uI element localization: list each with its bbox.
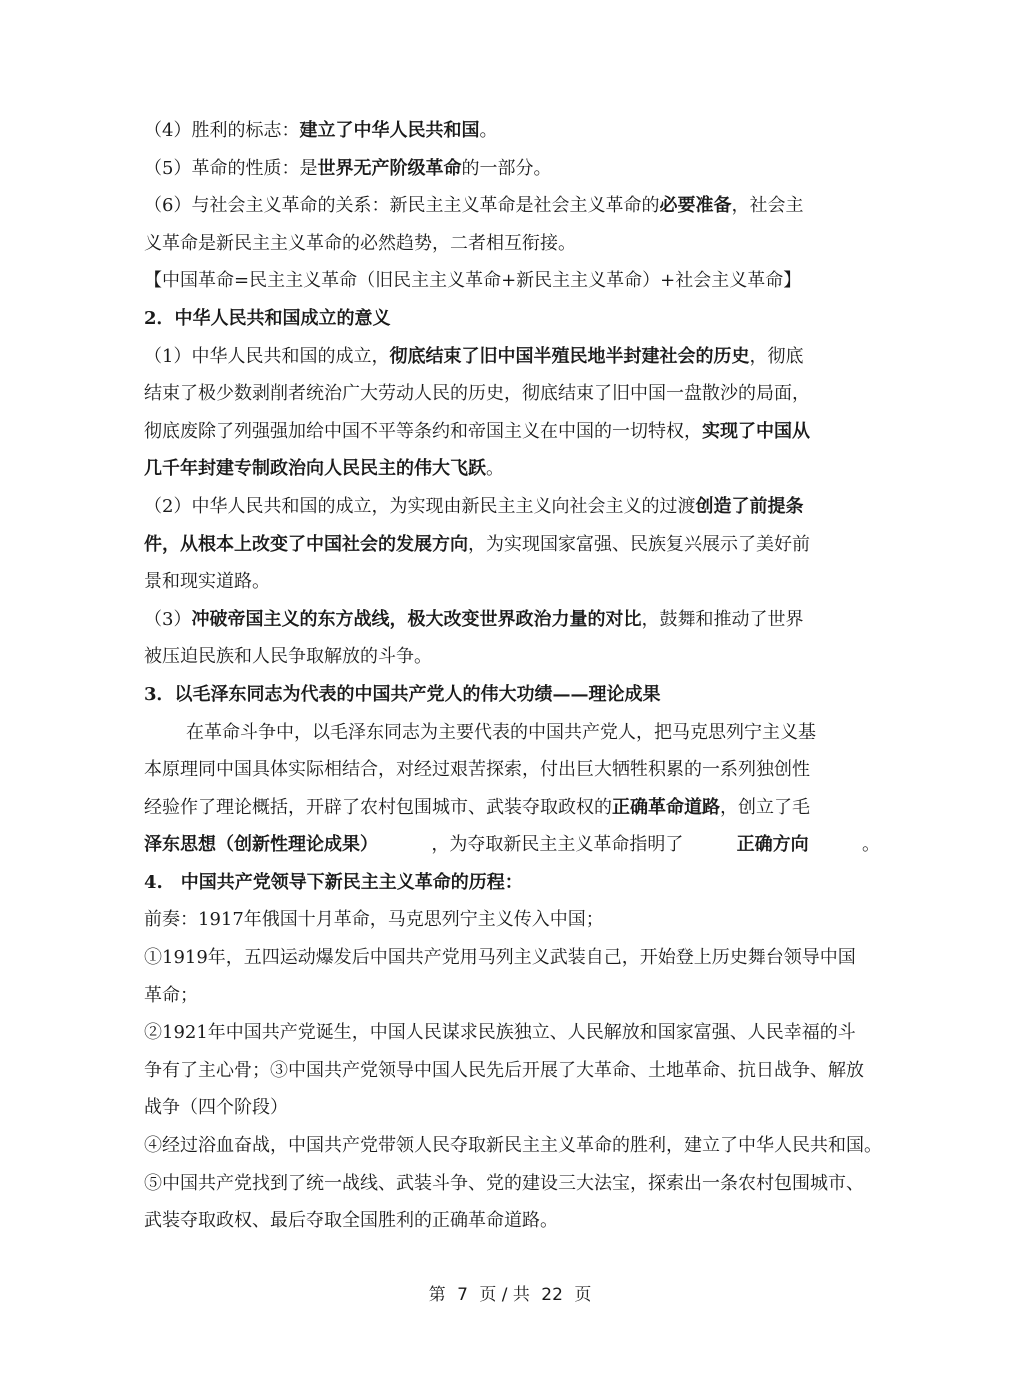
text-line: [144, 526, 880, 564]
text-run: 前奏：1917年俄国十月革命，马克思列宁主义传入中国；: [144, 909, 604, 931]
text-run: ，鼓舞和推动了世界: [641, 608, 804, 630]
text-run: （6）与社会主义革命的关系：新民主主义革命是社会主义革命的: [144, 195, 660, 217]
text-run: （5）革命的性质：是: [144, 157, 318, 179]
bold-text: 冲破帝国主义的东方战线，极大改变世界政治力量的对比: [191, 608, 642, 630]
text-run: （1）中华人民共和国的成立，: [144, 345, 390, 367]
text-line: [144, 112, 880, 150]
text-run: ④经过浴血奋战，中国共产党带领人民夺取新民主主义革命的胜利，建立了中华人民共和国。: [144, 1135, 882, 1157]
text-run: 【中国革命=民主主义革命（旧民主主义革命+新民主主义革命）+社会主义革命】: [144, 270, 802, 292]
bold-text: 实现了中国从: [702, 420, 810, 442]
text-line: [144, 714, 880, 752]
text-line: [144, 1014, 880, 1052]
bold-text: 2．中华人民共和国成立的意义: [144, 307, 391, 329]
text-run: ①1919年，五四运动爆发后中国共产党用马列主义武装自己，开始登上历史舞台领导中国: [144, 947, 856, 969]
text-run: ，为夺取新民主主义革命指明了: [431, 834, 684, 856]
text-run: 的一部分。: [461, 157, 552, 179]
text-run: ，创立了毛: [720, 796, 810, 818]
text-line: [144, 939, 880, 977]
text-line: [144, 563, 880, 601]
footer-middle: 页 / 共: [479, 1285, 530, 1305]
text-run: 结束了极少数剥削者统治广大劳动人民的历史，彻底结束了旧中国一盘散沙的局面，: [144, 383, 810, 405]
text-run: 。: [486, 458, 504, 480]
text-run: ，彻底: [749, 345, 804, 367]
bold-text: 创造了前提条: [695, 495, 804, 517]
text-run: 经验作了理论概括，开辟了农村包围城市、武装夺取政权的: [144, 796, 612, 818]
text-run: ②1921年中国共产党诞生，中国人民谋求民族独立、人民解放和国家富强、人民幸福的斗: [144, 1022, 856, 1044]
text-line: [144, 262, 880, 300]
text-line: [144, 1089, 880, 1127]
text-line: [144, 1127, 880, 1165]
text-run: （4）胜利的标志：: [144, 120, 300, 141]
text-line: [144, 751, 880, 789]
text-run: 在革命斗争中，以毛泽东同志为主要代表的中国共产党人，把马克思列宁主义基: [186, 721, 816, 743]
text-line: [144, 1165, 880, 1203]
bold-text: 件，从根本上改变了中国社会的发展方向: [144, 533, 468, 555]
bold-text: 建立了中华人民共和国: [299, 120, 480, 141]
footer-total-pages: 22: [541, 1285, 563, 1305]
text-line: [144, 225, 880, 263]
footer-page-number: 7: [457, 1285, 468, 1305]
text-line: [144, 826, 880, 864]
text-run: （2）中华人民共和国的成立，为实现由新民主主义向社会主义的过渡: [144, 495, 696, 517]
document-body: [144, 112, 880, 1240]
text-run: 战争（四个阶段）: [144, 1097, 288, 1119]
bold-text: 泽东思想（创新性理论成果）: [144, 834, 378, 856]
bold-text: 几千年封建专制政治向人民民主的伟大飞跃: [144, 458, 486, 480]
section-heading: [144, 864, 880, 902]
text-run: （3）: [144, 608, 192, 630]
text-line: [144, 450, 880, 488]
page-footer: [0, 1280, 1020, 1305]
section-heading: [144, 300, 880, 338]
text-line: [144, 413, 880, 451]
text-run: 景和现实道路。: [144, 571, 270, 593]
text-run: 。: [861, 834, 880, 856]
bold-text: 必要准备: [659, 195, 732, 217]
text-line: [144, 638, 880, 676]
text-line: [144, 1052, 880, 1090]
footer-prefix: 第: [428, 1285, 446, 1305]
text-run: ，为实现国家富强、民族复兴展示了美好前: [468, 533, 810, 555]
text-run: 本原理同中国具体实际相结合，对经过艰苦探索，付出巨大牺牲积累的一系列独创性: [144, 759, 810, 781]
text-line: [144, 187, 880, 225]
text-run: ，社会主: [731, 195, 804, 217]
bold-text: 正确方向: [736, 834, 809, 856]
text-run: 革命；: [144, 984, 198, 1006]
section-heading: [144, 676, 880, 714]
text-line: [144, 901, 880, 939]
text-line: [144, 375, 880, 413]
text-line: [144, 789, 880, 827]
text-run: ⑤中国共产党找到了统一战线、武装斗争、党的建设三大法宝，探索出一条农村包围城市、: [144, 1172, 864, 1194]
text-line: [144, 338, 880, 376]
text-run: 义革命是新民主主义革命的必然趋势，二者相互衔接。: [144, 232, 576, 254]
text-line: [144, 150, 880, 188]
text-run: 被压迫民族和人民争取解放的斗争。: [144, 646, 432, 668]
text-run: 。: [479, 120, 498, 141]
text-run: 彻底废除了列强强加给中国不平等条约和帝国主义在中国的一切特权，: [144, 420, 702, 442]
text-run: 武装夺取政权、最后夺取全国胜利的正确革命道路。: [144, 1210, 558, 1232]
text-line: [144, 1202, 880, 1240]
text-line: [144, 488, 880, 526]
text-line: [144, 977, 880, 1015]
bold-text: 4. 中国共产党领导下新民主主义革命的历程：: [144, 871, 523, 893]
text-run: 争有了主心骨；③中国共产党领导中国人民先后开展了大革命、土地革命、抗日战争、解放: [144, 1059, 864, 1081]
bold-text: 正确革命道路: [612, 796, 720, 818]
footer-suffix: 页: [574, 1285, 592, 1305]
bold-text: 3．以毛泽东同志为代表的中国共产党人的伟大功绩——理论成果: [144, 683, 661, 705]
bold-text: 世界无产阶级革命: [317, 157, 462, 179]
bold-text: 彻底结束了旧中国半殖民地半封建社会的历史: [389, 345, 750, 367]
text-line: [144, 601, 880, 639]
